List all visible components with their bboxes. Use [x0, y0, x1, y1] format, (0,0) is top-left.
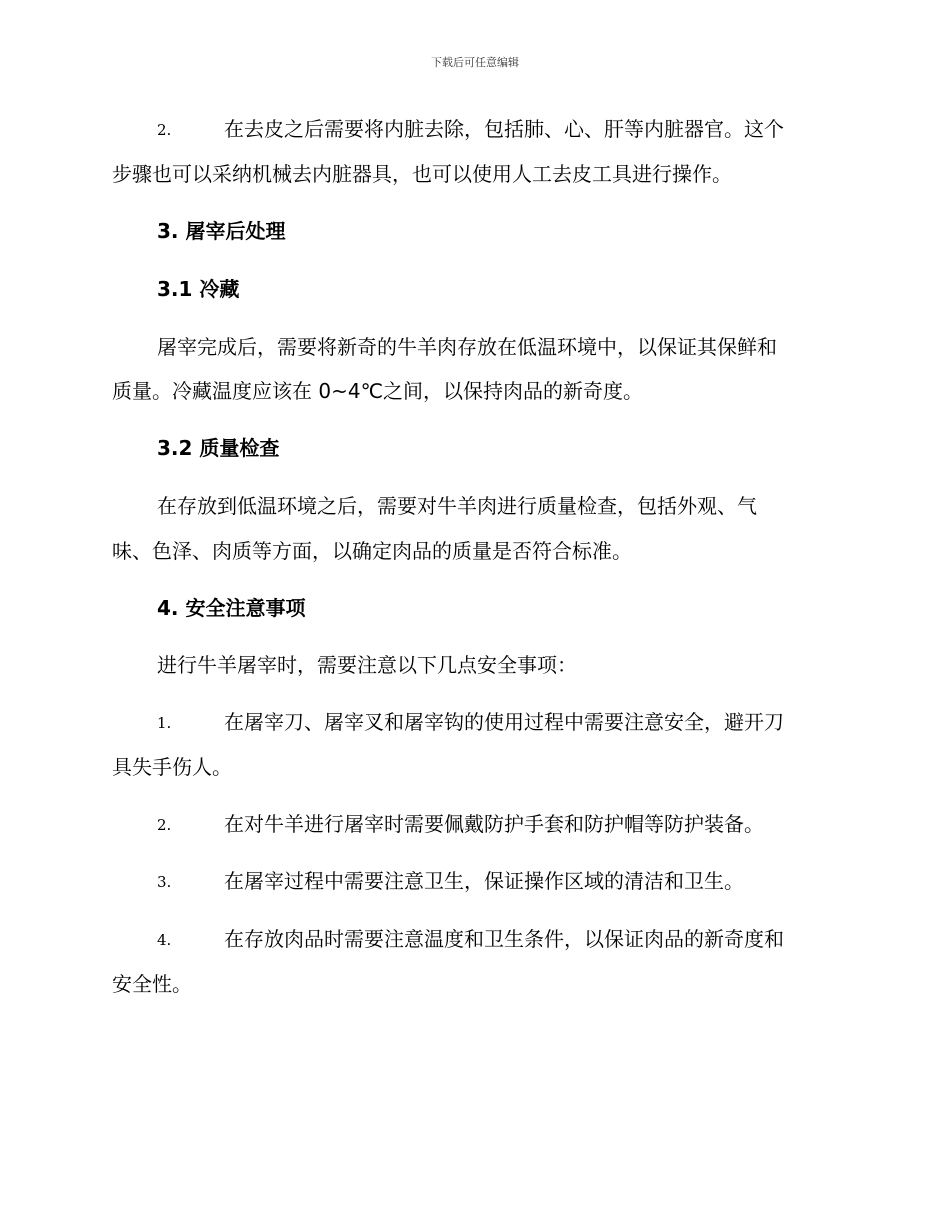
list-item-text: 在去皮之后需要将内脏去除，包括肺、心、肝等内脏器官。这个: [224, 117, 784, 141]
paragraph-line: 味、色泽、肉质等方面，以确定肉品的质量是否符合标准。: [112, 539, 632, 563]
list-item-text: 在屠宰刀、屠宰叉和屠宰钩的使用过程中需要注意安全，避开刀: [224, 710, 784, 734]
paragraph-line: 屠宰完成后，需要将新奇的牛羊肉存放在低温环境中，以保证其保鲜和: [157, 335, 777, 359]
list-item-number: 2.: [157, 816, 172, 834]
list-item-text: 在存放肉品时需要注意温度和卫生条件，以保证肉品的新奇度和: [224, 927, 784, 951]
subsection-heading: 3.2 质量检查: [157, 436, 280, 460]
list-item-number: 1.: [157, 714, 172, 732]
list-item-number: 2.: [157, 121, 172, 139]
subsection-heading: 3.1 冷藏: [157, 277, 240, 301]
paragraph-line: 质量。冷藏温度应该在 0~4℃之间，以保持肉品的新奇度。: [112, 379, 644, 403]
list-item-text-cont: 步骤也可以采纳机械去内脏器具，也可以使用人工去皮工具进行操作。: [112, 162, 732, 186]
list-item-text-cont: 具失手伤人。: [112, 755, 232, 779]
list-item-text: 在屠宰过程中需要注意卫生，保证操作区域的清洁和卫生。: [224, 869, 744, 893]
list-item-number: 3.: [157, 873, 172, 891]
list-item-number: 4.: [157, 931, 172, 949]
list-item-text-cont: 安全性。: [112, 972, 192, 996]
section-heading: 4. 安全注意事项: [157, 596, 306, 620]
page-header: 下载后可任意编辑: [431, 56, 519, 69]
paragraph-line: 进行牛羊屠宰时，需要注意以下几点安全事项：: [157, 653, 577, 677]
section-heading: 3. 屠宰后处理: [157, 219, 286, 243]
list-item-text: 在对牛羊进行屠宰时需要佩戴防护手套和防护帽等防护装备。: [224, 812, 764, 836]
paragraph-line: 在存放到低温环境之后，需要对牛羊肉进行质量检查，包括外观、气: [157, 494, 757, 518]
